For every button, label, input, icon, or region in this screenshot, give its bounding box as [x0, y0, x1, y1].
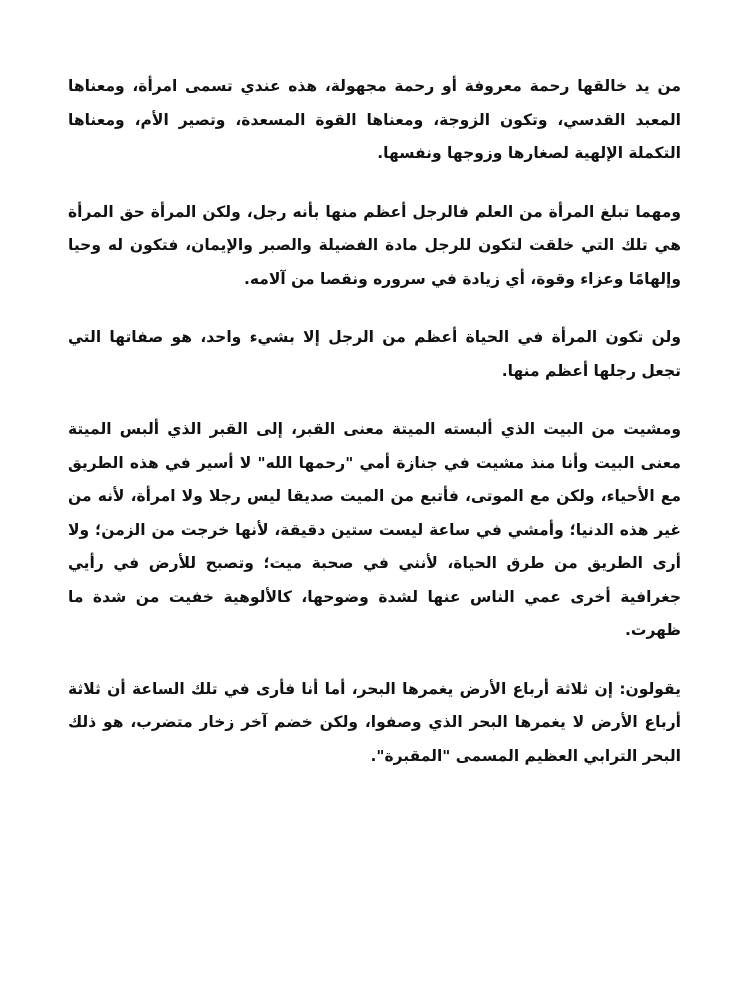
- paragraph-1: من يد خالقها رحمة معروفة أو رحمة مجهولة، هذه عندي تسمى امرأة، ومعناها المعبد القدسي، وتكون الزوجة، ومعناها القوة المسعدة، وتصير الأم، ومعناها التكملة الإلهية لصغارها وزوجها ونفسها.: [68, 77, 681, 162]
- paragraph-4: ومشيت من البيت الذي ألبسته الميتة معنى القبر، إلى القبر الذي ألبس الميتة معنى البيت وأنا منذ مشيت في جنازة أمي "رحمها الله" لا أسير في هذه الطريق مع الأحياء، ولكن مع الموتى، فأتبع من الميت صديقا ليس رجلا ولا امرأة، لأنه من غير هذه الدنيا؛ وأمشي في ساعة ليست ستين دقيقة، لأنها خرجت من الزمن؛ ولا أرى الطريق من طرق الحياة، لأنني في صحبة ميت؛ وتصبح للأرض في رأيي جغرافية أخرى عمي الناس عنها لشدة وضوحها، كالألوهية خفيت من شدة ما ظهرت.: [68, 420, 681, 639]
- paragraph-3: ولن تكون المرأة في الحياة أعظم من الرجل إلا بشيء واحد، هو صفاتها التي تجعل رجلها أعظم منها.: [68, 328, 681, 380]
- paragraph-2: ومهما تبلغ المرأة من العلم فالرجل أعظم منها بأنه رجل، ولكن المرأة حق المرأة هي تلك التي خلقت لتكون للرجل مادة الفضيلة والصبر والإيمان، فتكون له وحيا وإلهامًا وعزاء وقوة، أي زيادة في سروره ونقصا من آلامه.: [68, 202, 681, 288]
- paragraph-5: يقولون: إن ثلاثة أرباع الأرض يغمرها البحر، أما أنا فأرى في تلك الساعة أن ثلاثة أرباع الأرض لا يغمرها البحر الذي وصفوا، ولكن خضم آخر زخار متضرب، هو ذلك البحر الترابي العظيم المسمى "المقبرة".: [68, 679, 681, 765]
- document-page: [68, 70, 681, 798]
